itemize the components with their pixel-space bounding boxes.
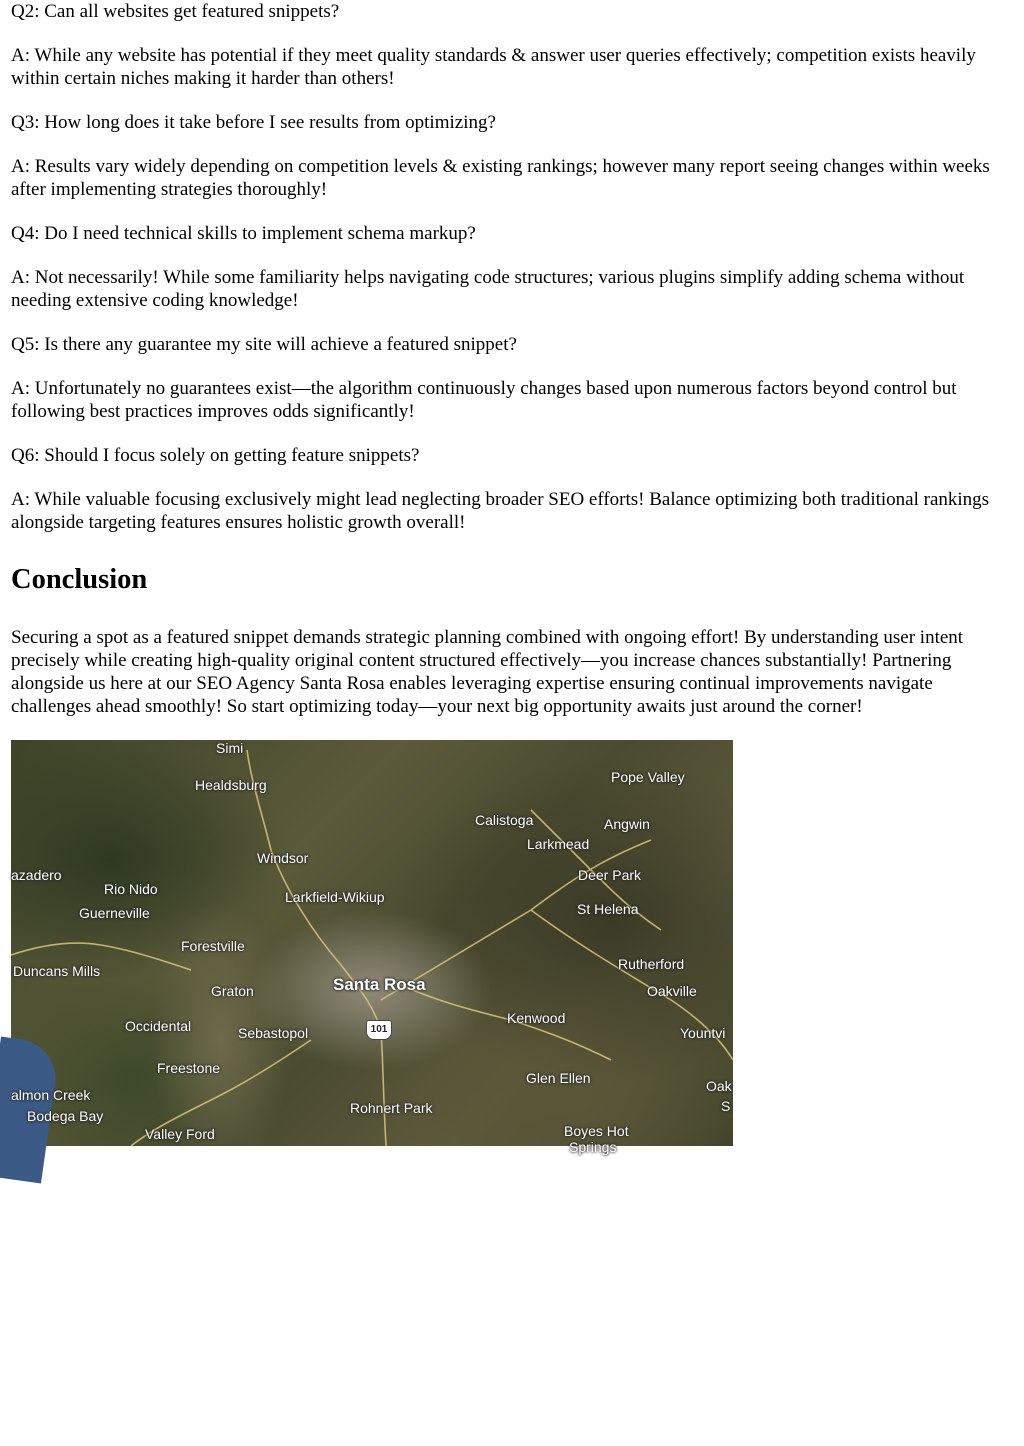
faq-question-q2: Q2: Can all websites get featured snippets? xyxy=(11,1,340,22)
faq-question-q3: Q3: How long does it take before I see results from optimizing? xyxy=(11,112,496,133)
map-label-freestone: Freestone xyxy=(157,1060,221,1076)
conclusion-text: Securing a spot as a featured snippet demands strategic planning combined with ongoing effort! By understanding user intent precisely while creating high-quality original content structured effectively—you increase chances substantially! Partnering alongside us here at our SEO Agency Santa Rosa enables leveraging expertise ensuring continual improvements navigate challenges ahead smoothly! So start optimizing today—your next big opportunity awaits just around the corner! xyxy=(11,627,964,717)
map-label-cazadero: azadero xyxy=(11,867,62,883)
faq-question-q6: Q6: Should I focus solely on getting feature snippets? xyxy=(11,445,420,466)
conclusion-heading: Conclusion xyxy=(11,564,148,595)
map-label-glen-ellen: Glen Ellen xyxy=(526,1070,591,1086)
faq-answer-q4: A: Not necessarily! While some familiarity helps navigating code structures; various plugins simplify adding schema without needing extensive coding knowledge! xyxy=(11,267,965,311)
highway-101-shield: 101 xyxy=(366,1020,392,1040)
map-label-duncans-mills: Duncans Mills xyxy=(13,963,101,979)
article-content xyxy=(11,0,1011,1155)
faq-question-q4: Q4: Do I need technical skills to implement schema markup? xyxy=(11,223,476,244)
map-label-st-helena: St Helena xyxy=(577,901,639,917)
map-label-guerneville: Guerneville xyxy=(79,905,150,921)
faq-answer-q5: A: Unfortunately no guarantees exist—the algorithm continuously changes based upon numerous factors beyond control but following best practices improves odds significantly! xyxy=(11,378,957,422)
map-label-santa-rosa: Santa Rosa xyxy=(333,975,426,994)
map-label-salmon-creek: almon Creek xyxy=(11,1087,91,1103)
map-label-oak: Oak xyxy=(706,1078,732,1094)
map-label-simi: Simi xyxy=(216,740,244,756)
map-roads xyxy=(11,740,733,1146)
faq-answer-q2: A: While any website has potential if they meet quality standards & answer user queries effectively; competition exists heavily within certain niches making it harder than others! xyxy=(11,45,976,89)
map-label-yountville: Yountvi xyxy=(680,1025,726,1041)
map-label-deer-park: Deer Park xyxy=(578,867,642,883)
map-label-s: S xyxy=(721,1098,731,1114)
map-label-rohnert-park: Rohnert Park xyxy=(350,1100,433,1116)
map-label-bodega-bay: Bodega Bay xyxy=(27,1108,104,1124)
map-label-oakville: Oakville xyxy=(647,983,697,999)
map-label-windsor: Windsor xyxy=(257,850,309,866)
map-label-boyes-hot: Boyes Hot xyxy=(564,1123,629,1139)
map-label-rio-nido: Rio Nido xyxy=(104,881,158,897)
map-image xyxy=(11,740,733,1155)
map-label-larkmead: Larkmead xyxy=(527,836,590,852)
map-label-angwin: Angwin xyxy=(604,816,650,832)
map-label-springs: Springs xyxy=(569,1139,617,1155)
map-label-valley-ford: Valley Ford xyxy=(145,1126,215,1142)
faq-answer-q6: A: While valuable focusing exclusively might lead neglecting broader SEO efforts! Balance optimizing both traditional rankings alongside targeting features ensures holistic growth overall! xyxy=(11,489,990,533)
map-label-graton: Graton xyxy=(211,983,254,999)
map-label-sebastopol: Sebastopol xyxy=(238,1025,309,1041)
faq-question-q5: Q5: Is there any guarantee my site will achieve a featured snippet? xyxy=(11,334,517,355)
map-label-healdsburg: Healdsburg xyxy=(195,777,267,793)
map-label-rutherford: Rutherford xyxy=(618,956,685,972)
map-label-larkfield-wikiup: Larkfield-Wikiup xyxy=(285,889,385,905)
map-label-occidental: Occidental xyxy=(125,1018,192,1034)
faq-answer-q3: A: Results vary widely depending on competition levels & existing rankings; however many report seeing changes within weeks after implementing strategies thoroughly! xyxy=(11,156,990,200)
map-label-pope-valley: Pope Valley xyxy=(611,769,685,785)
map-label-kenwood: Kenwood xyxy=(507,1010,566,1026)
map-label-calistoga: Calistoga xyxy=(475,812,534,828)
map-label-forestville: Forestville xyxy=(181,938,245,954)
